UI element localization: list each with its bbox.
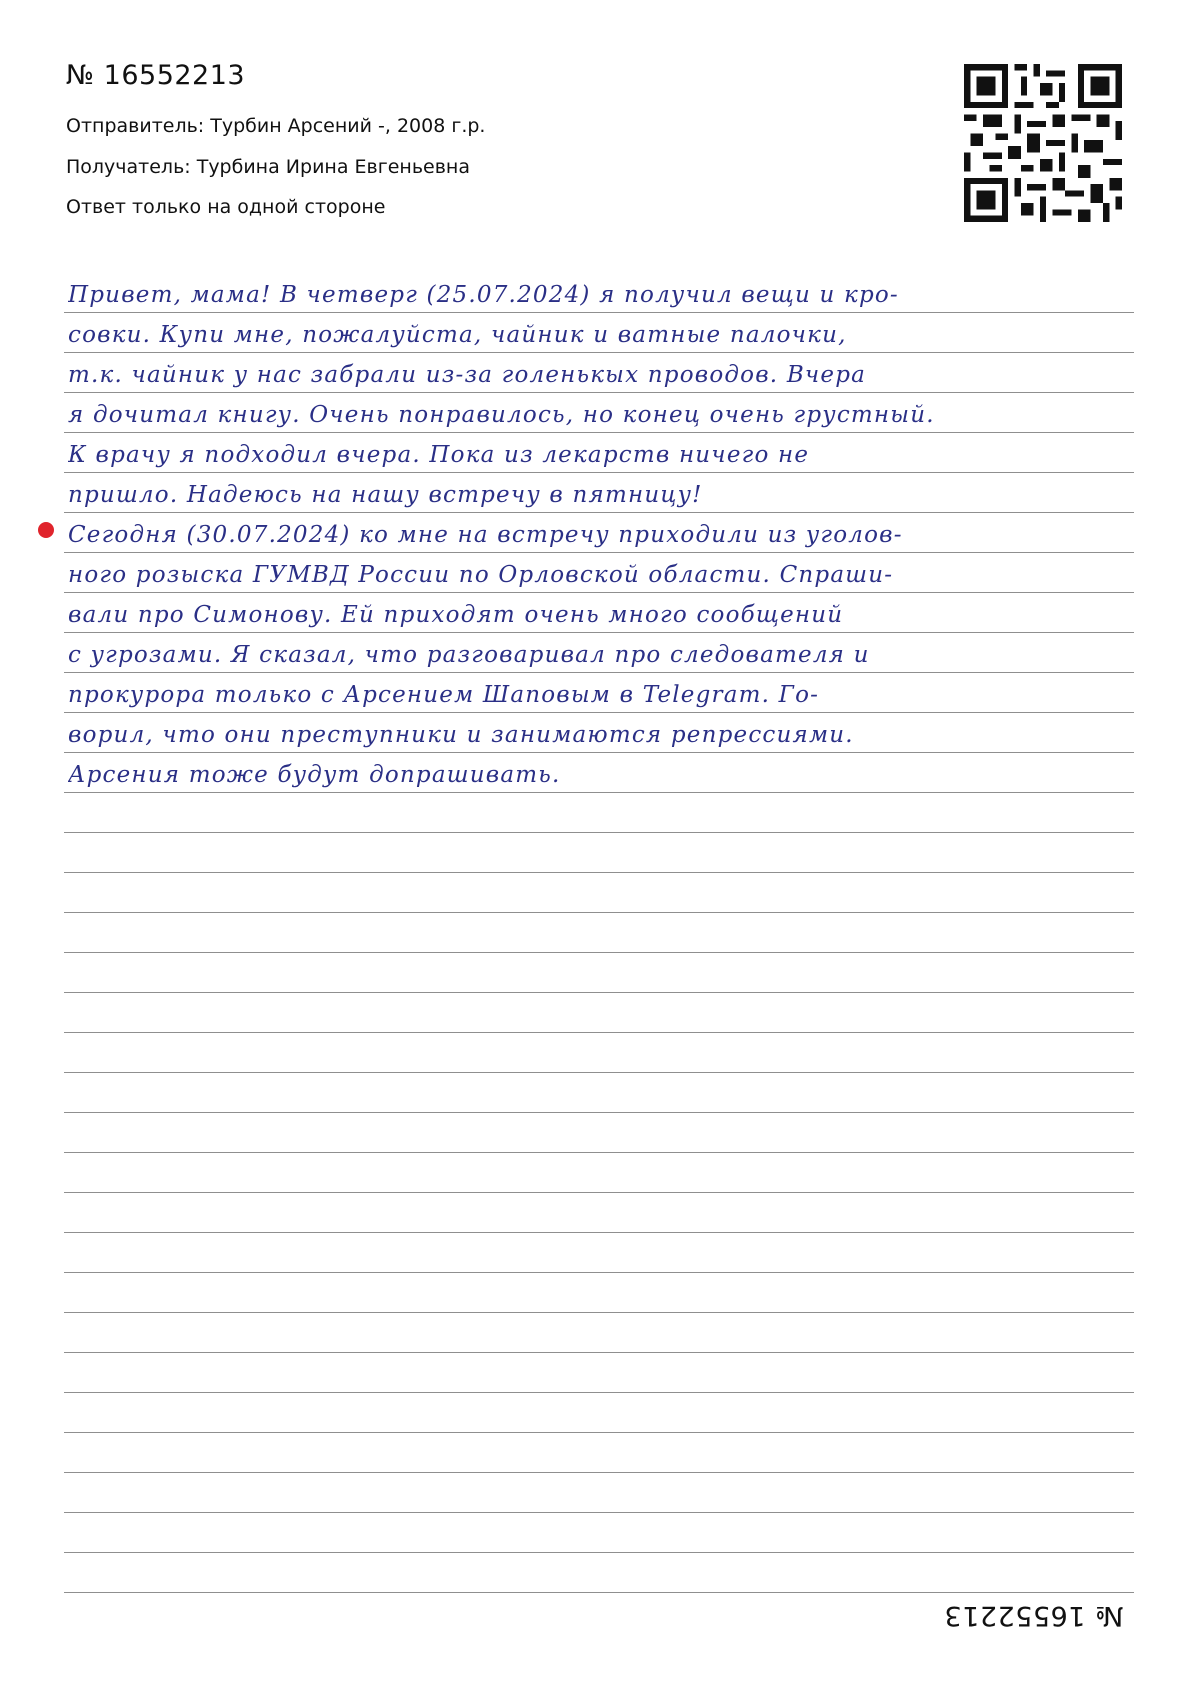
document-number: № 16552213 [66,60,246,91]
letter-line: т.к. чайник у нас забрали из-за голенькых проводов. Вчера [68,362,867,388]
ruled-line [64,512,1134,513]
ruled-line [64,1472,1134,1473]
ruled-line [64,912,1134,913]
ruled-writing-area [64,260,1134,1600]
ruled-line [64,472,1134,473]
letter-line: я дочитал книгу. Очень понравилось, но конец очень грустный. [68,402,935,428]
sender-line: Отправитель: Турбин Арсений -, 2008 г.р. [66,115,486,137]
ruled-line [64,312,1134,313]
ruled-line [64,1032,1134,1033]
ruled-line [64,632,1134,633]
ruled-line [64,1352,1134,1353]
letter-line: вали про Симонову. Ей приходят очень много сообщений [68,602,844,628]
ruled-line [64,1152,1134,1153]
reply-note: Ответ только на одной стороне [66,196,386,218]
ruled-line [64,1072,1134,1073]
ruled-line [64,1552,1134,1553]
letter-line: пришло. Надеюсь на нашу встречу в пятницу! [68,482,703,508]
ruled-line [64,1592,1134,1593]
ruled-line [64,1432,1134,1433]
ruled-line [64,392,1134,393]
ruled-line [64,872,1134,873]
ruled-line [64,1192,1134,1193]
letter-line: Привет, мама! В четверг (25.07.2024) я получил вещи и кро- [68,282,899,308]
letter-line: ного розыска ГУМВД России по Орловской области. Спраши- [68,562,894,588]
ruled-line [64,712,1134,713]
ruled-line [64,552,1134,553]
ruled-line [64,1392,1134,1393]
ruled-line [64,592,1134,593]
ruled-line [64,832,1134,833]
ruled-line [64,992,1134,993]
letter-line: ворил, что они преступники и занимаются репрессиями. [68,722,854,748]
ruled-line [64,1232,1134,1233]
letter-line: прокурора только с Арсением Шаповым в Telegram. Го- [68,682,820,708]
letter-line: совки. Купи мне, пожалуйста, чайник и ватные палочки, [68,322,847,348]
letter-line: Арсения тоже будут допрашивать. [68,762,561,788]
ruled-line [64,1272,1134,1273]
ruled-line [64,752,1134,753]
letter-line: с угрозами. Я сказал, что разговаривал про следователя и [68,642,870,668]
ruled-line [64,1112,1134,1113]
letter-line: Сегодня (30.07.2024) ко мне на встречу приходили из уголов- [68,522,903,548]
red-dot-icon [38,522,54,538]
letter-line: К врачу я подходил вчера. Пока из лекарств ничего не [68,442,810,468]
qr-code-icon [964,64,1122,222]
ruled-line [64,1512,1134,1513]
ruled-line [64,352,1134,353]
footer-document-number: № 16552213 [944,1600,1124,1631]
ruled-line [64,432,1134,433]
ruled-line [64,672,1134,673]
ruled-line [64,1312,1134,1313]
ruled-line [64,952,1134,953]
recipient-line: Получатель: Турбина Ирина Евгеньевна [66,156,470,178]
ruled-line [64,792,1134,793]
